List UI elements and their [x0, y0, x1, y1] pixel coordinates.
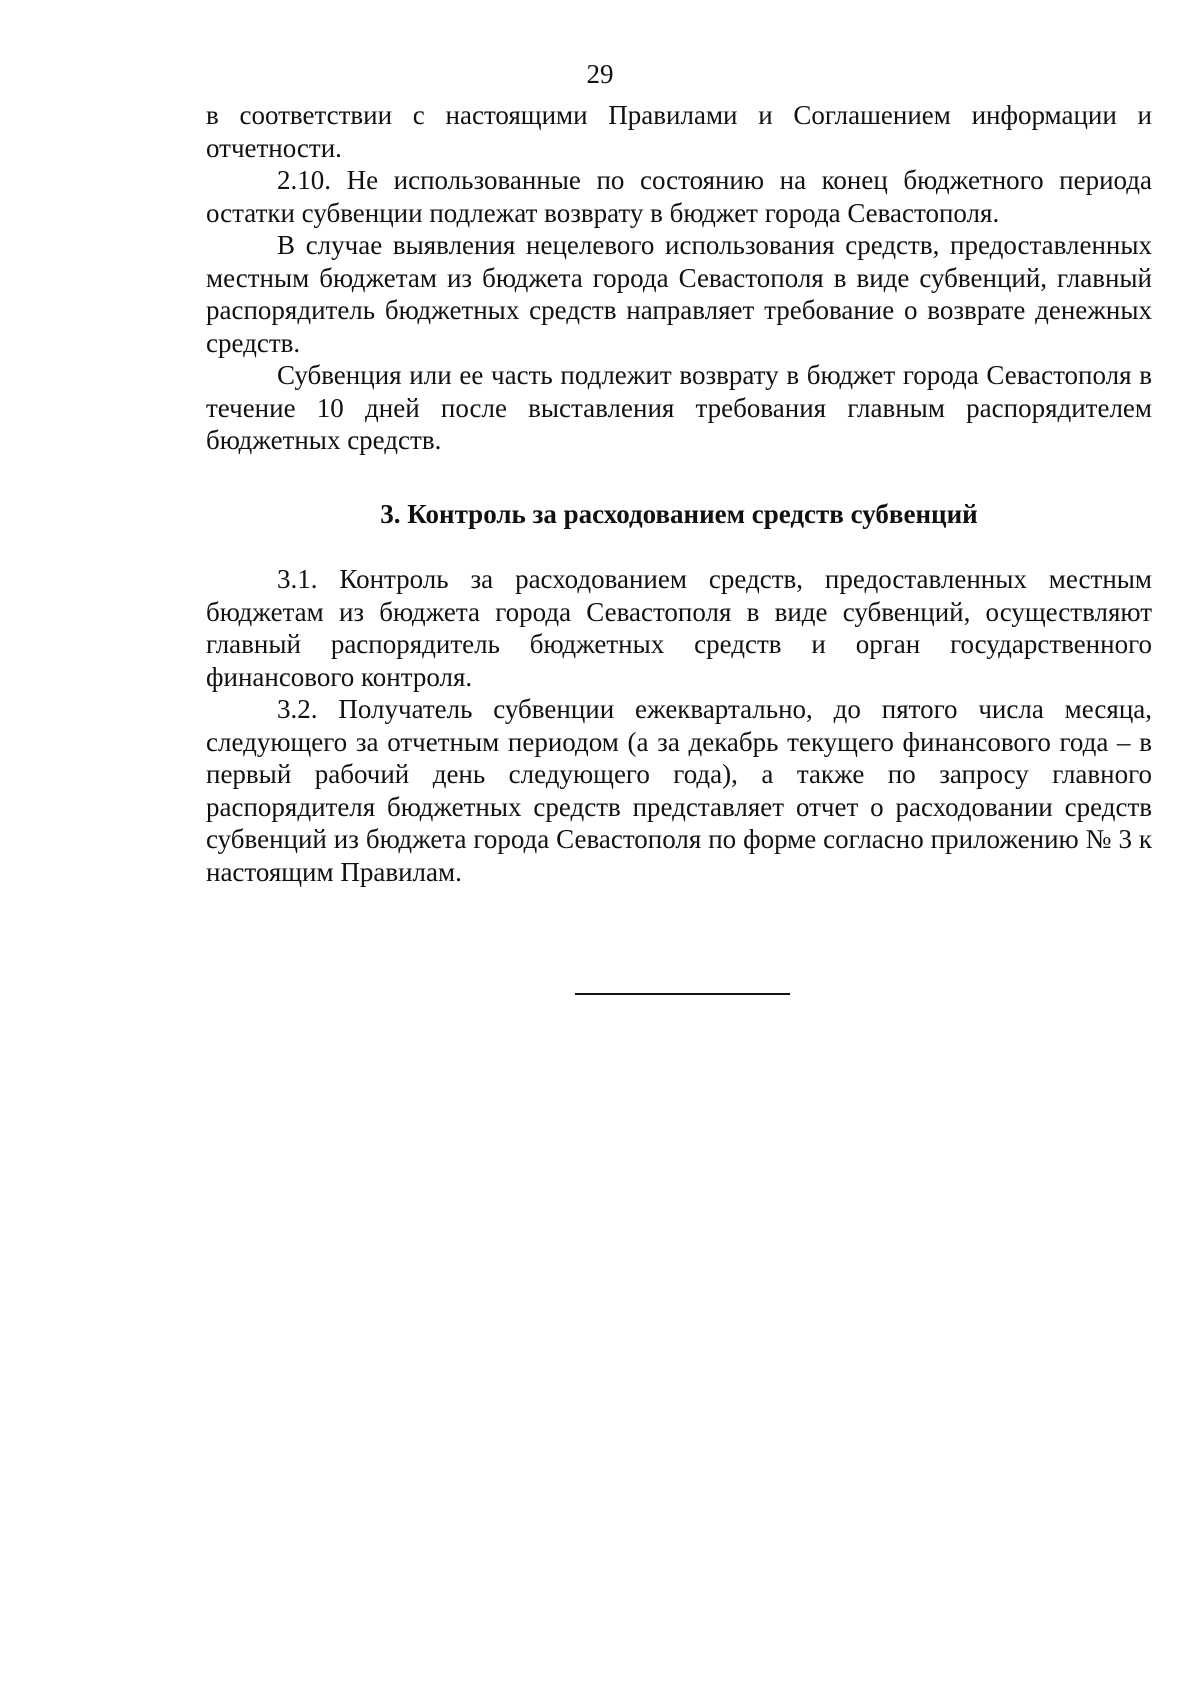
section-heading: 3. Контроль за расходованием средств субвенций [380, 499, 978, 529]
text-block-after-heading [206, 563, 1152, 888]
paragraph-continuation: в соответствии с настоящими Правилами и Соглашением информации и отчетности. [206, 100, 1152, 163]
paragraph-misuse-case: В случае выявления нецелевого использования средств, предоставленных местным бюджетам из бюджета города Севастополя в виде субвенций, главный распорядитель бюджетных средств направляет требование о возврате денежных средств. [206, 230, 1152, 358]
end-of-text-divider [575, 993, 790, 995]
paragraph-2-10: 2.10. Не использованные по состоянию на конец бюджетного периода остатки субвенции подлежат возврату в бюджет города Севастополя. [206, 165, 1152, 228]
paragraph-3-2: 3.2. Получатель субвенции ежеквартально, до пятого числа месяца, следующего за отчетным периодом (а за декабрь текущего финансового года – в первый рабочий день следующего года), а также по запросу главного распорядителя бюджетных средств представляет отчет о расходовании средств субвенций из бюджета города Севастополя по форме согласно приложению № 3 к настоящим Правилам. [206, 694, 1152, 887]
paragraph-3-1: 3.1. Контроль за расходованием средств, предоставленных местным бюджетам из бюджета города Севастополя в виде субвенций, осуществляют главный распорядитель бюджетных средств и орган государственного финансового контроля. [206, 564, 1152, 692]
page-number: 29 [586, 59, 614, 89]
text-block-before-heading [206, 99, 1152, 457]
paragraph-refund-term: Субвенция или ее часть подлежит возврату в бюджет города Севастополя в течение 10 дней после выставления требования главным распорядителем бюджетных средств. [206, 360, 1152, 455]
